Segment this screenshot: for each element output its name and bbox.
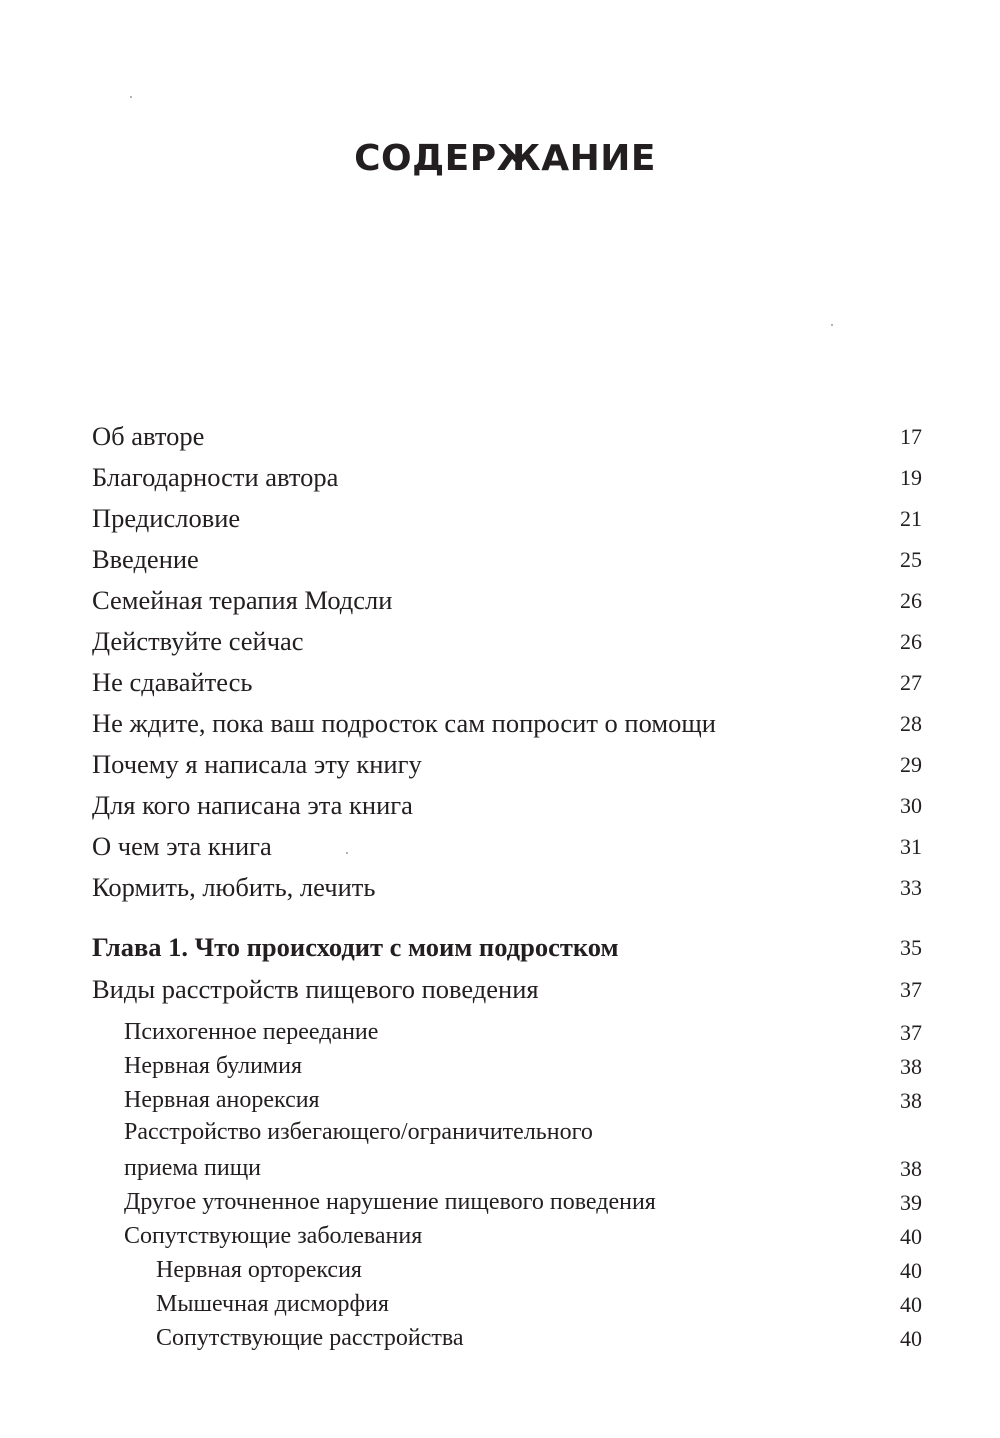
toc-page-number: 39: [900, 1190, 922, 1215]
toc-entry[interactable]: [92, 623, 922, 663]
toc-subentry-title: Нервная анорексия: [124, 1087, 320, 1113]
toc-entry-title: Для кого написана эта книга: [92, 790, 413, 820]
toc-page-number: 38: [900, 1156, 922, 1181]
toc-entry[interactable]: [92, 971, 922, 1011]
toc-entry[interactable]: [92, 787, 922, 827]
toc-page-number: 30: [900, 793, 922, 818]
toc-page-number: 35: [900, 935, 922, 960]
toc-page-number: 37: [900, 977, 922, 1002]
toc-page-number: 40: [900, 1326, 922, 1351]
toc-entry-title: Не сдавайтесь: [92, 667, 253, 697]
toc-page-number: 38: [900, 1054, 922, 1079]
toc-page-number: 40: [900, 1224, 922, 1249]
toc-entry-title: Семейная терапия Модсли: [92, 585, 393, 615]
toc-page-number: 28: [900, 711, 922, 736]
toc-subentry-title[interactable]: Расстройство избегающего/ограничительного: [124, 1119, 593, 1145]
toc-page-number: 26: [900, 629, 922, 654]
toc-entry[interactable]: [92, 459, 922, 499]
toc-page-number: 33: [900, 875, 922, 900]
toc-chapter-entry[interactable]: [92, 929, 922, 969]
toc-subentry-title: Нервная булимия: [124, 1053, 302, 1079]
toc-page-number: 40: [900, 1292, 922, 1317]
toc-entry[interactable]: [92, 582, 922, 622]
toc-page-number: 19: [900, 465, 922, 490]
toc-page-number: 21: [900, 506, 922, 531]
toc-page-number: 31: [900, 834, 922, 859]
toc-chapter-title: Глава 1. Что происходит с моим подростком: [92, 932, 619, 962]
toc-page-number: 17: [900, 424, 922, 449]
toc-subsubentry-title: Сопутствующие расстройства: [156, 1325, 464, 1351]
toc-page-number: 40: [900, 1258, 922, 1283]
toc-entry-title: Виды расстройств пищевого поведения: [92, 974, 539, 1004]
toc-entry[interactable]: [92, 746, 922, 786]
toc-entry[interactable]: [92, 500, 922, 540]
page-title: СОДЕРЖАНИЕ: [354, 138, 656, 179]
toc-subentry-title: Другое уточненное нарушение пищевого поведения: [124, 1189, 656, 1215]
toc-subsubentry-title: Нервная орторексия: [156, 1257, 362, 1283]
toc-subentry[interactable]: [92, 1080, 922, 1120]
toc-entry-title: Об авторе: [92, 421, 205, 451]
toc-entry-title: Введение: [92, 544, 199, 574]
toc-subentry-title: Сопутствующие заболевания: [124, 1223, 423, 1249]
toc-subentry-title-continued: приема пищи: [124, 1155, 262, 1181]
toc-entry-title: Почему я написала эту книгу: [92, 749, 422, 779]
toc-page-number: 25: [900, 547, 922, 572]
toc-page-number: 37: [900, 1020, 922, 1045]
toc-entry[interactable]: [92, 664, 922, 704]
toc-entry[interactable]: [92, 869, 922, 909]
toc-entry-title: Благодарности автора: [92, 462, 339, 492]
toc-entry[interactable]: [92, 828, 922, 868]
toc-entry[interactable]: [92, 541, 922, 581]
toc-entry[interactable]: [92, 418, 922, 458]
scan-speck: [831, 324, 833, 326]
toc-page-number: 29: [900, 752, 922, 777]
toc-subsubentry-title: Мышечная дисморфия: [156, 1291, 389, 1317]
toc-page-number: 38: [900, 1088, 922, 1113]
toc-entry-title: Не ждите, пока ваш подросток сам попросит о помощи: [92, 708, 716, 738]
toc-page-number: 26: [900, 588, 922, 613]
scan-speck: [130, 96, 132, 98]
toc-page-number: 27: [900, 670, 922, 695]
toc-subentry-title: Психогенное переедание: [124, 1019, 379, 1045]
toc-entry-title: Предисловие: [92, 503, 241, 533]
toc-entry-title: Кормить, любить, лечить: [92, 872, 376, 902]
toc-entry[interactable]: [92, 705, 922, 745]
toc-entry-title: Действуйте сейчас: [92, 626, 304, 656]
toc-entry-title: О чем эта книга: [92, 831, 272, 861]
toc-subsubentry[interactable]: [92, 1318, 922, 1358]
